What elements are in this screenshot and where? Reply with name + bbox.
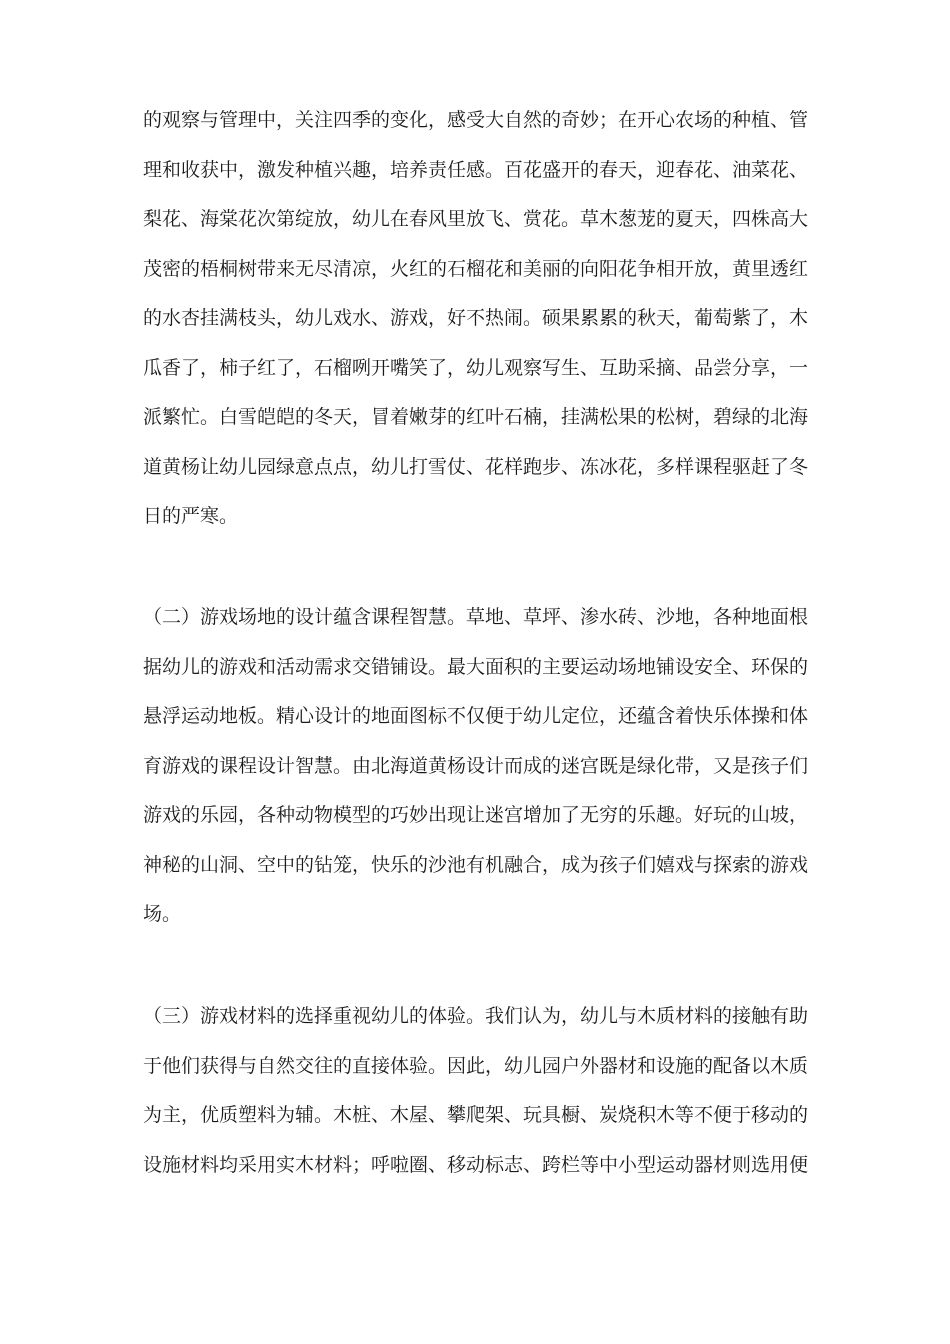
text-line: 梨花、海棠花次第绽放，幼儿在春风里放飞、赏花。草木葱茏的夏天，四株高大 xyxy=(143,208,809,230)
text-line: 的水杏挂满枝头，幼儿戏水、游戏，好不热闹。硕果累累的秋天，葡萄紫了，木 xyxy=(143,307,809,329)
text-line: 悬浮运动地板。精心设计的地面图标不仅便于幼儿定位，还蕴含着快乐体操和体 xyxy=(143,705,809,727)
text-line: 育游戏的课程设计智慧。由北海道黄杨设计而成的迷宫既是绿化带，又是孩子们 xyxy=(143,754,809,777)
text-line: （二）游戏场地的设计蕴含课程智慧。草地、草坪、渗水砖、沙地，各种地面根 xyxy=(143,606,809,628)
text-line: 据幼儿的游戏和活动需求交错铺设。最大面积的主要运动场地铺设安全、环保的 xyxy=(143,655,809,678)
text-line: 派繁忙。白雪皑皑的冬天，冒着嫩芽的红叶石楠，挂满松果的松树，碧绿的北海 xyxy=(143,406,809,428)
text-line: 设施材料均采用实木材料；呼啦圈、移动标志、跨栏等中小型运动器材则选用便 xyxy=(143,1153,809,1176)
text-line: 理和收获中，激发种植兴趣，培养责任感。百花盛开的春天，迎春花、油菜花、 xyxy=(143,158,809,181)
text-line: 瓜香了，柿子红了，石榴咧开嘴笑了，幼儿观察写生、互助采摘、品尝分享，一 xyxy=(143,356,809,379)
text-line: 场。 xyxy=(143,903,182,925)
text-line: 日的严寒。 xyxy=(143,505,239,527)
text-line: （三）游戏材料的选择重视幼儿的体验。我们认为，幼儿与木质材料的接触有助 xyxy=(143,1005,809,1027)
paragraph-seasons xyxy=(143,96,818,542)
paragraph-play-area-design xyxy=(143,593,818,940)
text-line: 游戏的乐园，各种动物模型的巧妙出现让迷宫增加了无穷的乐趣。好玩的山坡， xyxy=(143,804,809,826)
text-line: 的观察与管理中，关注四季的变化，感受大自然的奇妙；在开心农场的种植、管 xyxy=(143,109,809,131)
text-line: 为主，优质塑料为辅。木桩、木屋、攀爬架、玩具橱、炭烧积木等不便于移动的 xyxy=(143,1104,809,1126)
text-line: 道黄杨让幼儿园绿意点点，幼儿打雪仗、花样跑步、冻冰花，多样课程驱赶了冬 xyxy=(143,455,809,478)
text-line: 神秘的山洞、空中的钻笼，快乐的沙池有机融合，成为孩子们嬉戏与探索的游戏 xyxy=(143,853,809,876)
text-line: 茂密的梧桐树带来无尽清凉，火红的石榴花和美丽的向阳花争相开放，黄里透红 xyxy=(143,257,809,280)
paragraph-play-materials xyxy=(143,992,818,1190)
text-line: 于他们获得与自然交往的直接体验。因此，幼儿园户外器材和设施的配备以木质 xyxy=(143,1054,809,1077)
